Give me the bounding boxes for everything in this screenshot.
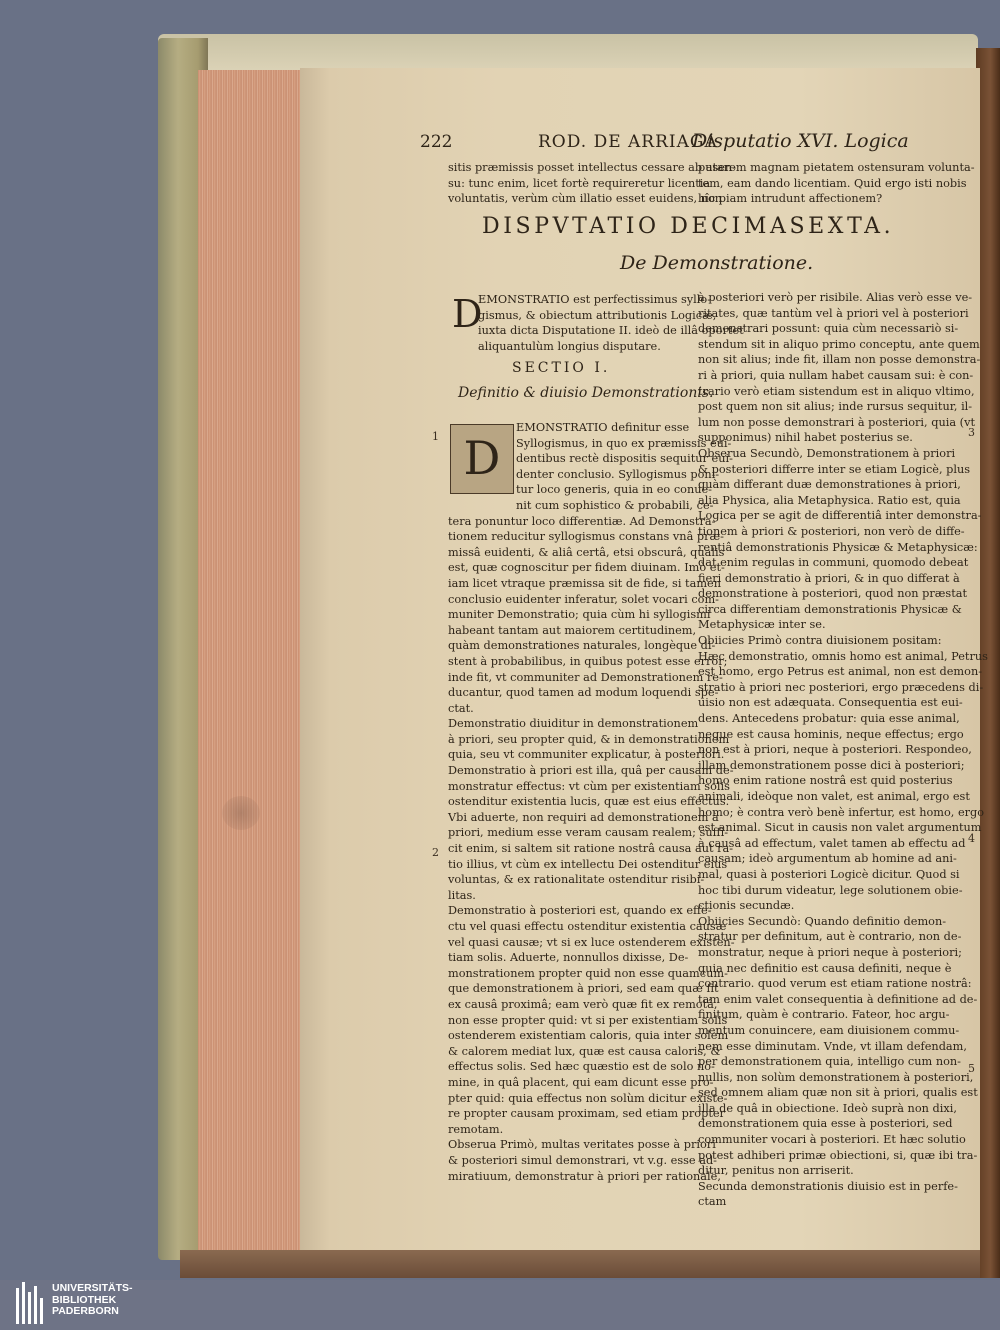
text-line: Metaphysicæ inter se. [698,618,826,632]
text-line: à causâ ad effectum, valet tamen ab effectu ad [698,836,966,850]
page-block-edge [198,70,308,1250]
text-line: ducantur, quod tamen ad modum loquendi spe- [448,686,719,700]
text-line: stent à probabilibus, in quibus potest esse error; [448,654,728,668]
text-line: mal, quasi à posteriori Logicè dicitur. Quod si [698,867,960,881]
text-line: inde fit, vt communiter ad Demonstrationem re- [448,670,723,684]
text-line: post quem non sit alius; inde rursus sequitur, il- [698,400,973,414]
text-line: priori, medium esse veram causam realem; suffi- [448,826,729,840]
text-line: ctat. [448,701,474,715]
text-line: contrario. quod verum est etiam ratione nostrâ: [698,977,972,991]
text-line: rentiâ demonstrationis Physicæ & Metaphysicæ: [698,540,978,554]
text-line: ctionis secundæ. [698,899,795,913]
text-line: ri à priori, quia nullam habet causam sui: è con- [698,368,974,382]
text-line: miratiuum, demonstratur à priori per rationale, [448,1169,721,1183]
library-logo-text [52,1283,133,1318]
text-line: cit enim, si saltem sit ratione nostrâ causa aut ra- [448,842,734,856]
text-line: ostenderem existentiam caloris, quia inter solem [448,1029,729,1043]
text-line: voluntatis, verùm cùm illatio esset euidens, non [448,192,723,206]
text-line: litas. [448,888,476,902]
text-line: nit cum sophistico & probabili, ce- [516,498,714,512]
text-line: tionem à priori & posteriori, non verò de diffe- [698,524,965,538]
text-line: Syllogismus, in quo ex præmissis eui- [516,436,732,450]
text-line: demonstratione à posteriori, quod non præstat [698,587,968,601]
text-line: dat enim regulas in communi, quomodo debeat [698,556,969,570]
top-left-text [448,160,736,207]
text-line: missâ euidenti, & aliâ certâ, etsi obscurâ, qualis [448,545,725,559]
text-line: mentum conuincere, eam diuisionem commu- [698,1023,960,1037]
top-right-text [698,160,975,207]
text-line: Demonstratio diuiditur in demonstrationem [448,717,699,731]
text-line: est, quæ cognoscitur per fidem diuinam. Imò et- [448,561,725,575]
text-line: homo enim ratione nostrâ est quid posterius [698,774,953,788]
right-column [698,290,988,1210]
left-column [448,420,735,1184]
text-line: Obiicies Primò contra diuisionem positam: [698,634,942,648]
text-line: ctu vel quasi effectu ostenditur existentia causæ [448,920,727,933]
text-line: pter quid: quia effectus non solùm dicitur existe- [448,1091,728,1105]
text-line: est animal. Sicut in causis non valet argumentum [698,821,982,835]
text-line: mine, in quâ placent, qui eam dicunt esse pro- [448,1075,714,1089]
text-line: Vbi aduerte, non requiri ad demonstrationem à [448,810,719,824]
text-line: Demonstratio à priori est illa, quâ per causam de- [448,764,734,778]
text-line: Obiicies Secundò: Quando definitio demon- [698,914,947,928]
running-title: Disputatio XVI. Logica [692,130,909,152]
margin-number: 3 [968,426,975,439]
text-line: alia Physica, alia Metaphysica. Ratio est, quia [698,493,961,507]
margin-number: 5 [968,1062,975,1075]
text-line: Hæc demonstratio, omnis homo est animal, Petrus [698,649,988,663]
text-line: remotam. [448,1122,504,1136]
text-line: demonstrari possunt: quia cùm necessariò si- [698,322,959,336]
text-line: quàm demonstrationes naturales, longèque di- [448,639,716,653]
text-line: dentibus rectè dispositis sequitur eui- [516,452,733,466]
text-line: ritates, quæ tantùm vel à priori vel à posteriori [698,306,969,320]
text-line: tiam solis. Aduerte, nonnullos dixisse, De- [448,951,689,965]
text-line: monstrationem propter quid non esse quamcum- [448,966,728,980]
text-line: gismus, & obiectum attributionis Logicæ, [478,308,717,322]
text-line: vel quasi causæ; vt si ex luce ostenderem existen- [448,935,735,949]
text-line: effectus solis. Sed hæc quæstio est de solo no- [448,1060,715,1074]
text-line: illam demonstrationem posse dici à posteriori; [698,758,965,772]
text-line: Logica per se agit de differentiâ inter demonstra- [698,509,982,523]
text-line: denter conclusio. Syllogismus poni- [516,467,720,481]
text-line: per demonstrationem quia, intelligo cum non- [698,1055,961,1069]
intro-initial: D [452,292,483,336]
text-line: tionem reducitur syllogismus constans vnâ præ- [448,530,724,544]
text-line: aliquantulùm longius disputare. [478,339,661,353]
text-line: su: tunc enim, licet fortè requireretur licentia [448,176,711,190]
text-line: tera ponuntur loco differentiæ. Ad Demonstra- [448,514,716,528]
text-line: tem, eam dando licentiam. Quid ergo isti nobis [698,176,967,190]
text-line: circa differentiam demonstrationis Physicæ & [698,602,962,616]
text-line: Demonstratio à posteriori est, quando ex effe- [448,904,712,918]
text-line: causam; ideò argumentum ab homine ad ani- [698,852,957,866]
library-footer [0,1280,1000,1330]
text-line: lum non posse demonstrari à posteriori, quia (vt [698,415,975,429]
text-line: ostenditur existentia lucis, quæ est eius effectus. [448,795,730,809]
text-line: Obserua Secundò, Demonstrationem à priori [698,446,956,460]
text-line: & calorem mediat lux, quæ est causa caloris, & [448,1044,721,1058]
text-line: voluntas, & ex rationalitate ostenditur risibi- [448,873,705,887]
section-title: SECTIO I. [512,360,611,376]
text-line: non sit alius; inde fit, illam non posse demonstra- [698,353,981,367]
page-stain [222,796,260,830]
text-line: stendum sit in aliquo primo conceptu, ante quem [698,337,980,351]
text-line: quia, seu vt communiter explicatur, à posteriori. [448,748,725,762]
text-line: & posteriori simul demonstrari, vt v.g. esse ad- [448,1153,717,1167]
section-subtitle: Definitio & diuisio Demonstrationis. [458,385,714,401]
logo-line: UNIVERSITÄTS- [52,1282,133,1294]
text-line: ditur, penitus non arriserit. [698,1164,854,1178]
text-line: putarem magnam pietatem ostensuram volunta- [698,161,975,174]
text-line: supponimus) nihil habet posterius se. [698,431,913,445]
text-line: stratur per definitum, aut è contrario, non de- [698,930,962,944]
text-line: Secunda demonstrationis diuisio est in perfe- [698,1179,958,1193]
text-line: nem esse diminutam. Vnde, vt illam defendam, [698,1039,967,1053]
text-line: ctam [698,1195,727,1209]
text-line: hoc tibi durum videatur, lege solutionem obie- [698,883,963,897]
logo-line: PADERBORN [52,1305,119,1317]
margin-number: 4 [968,832,975,845]
running-author: ROD. DE ARRIAGA [538,132,718,152]
page-number: 222 [420,132,453,152]
text-line: habeant tantam aut maiorem certitudinem, [448,623,697,637]
text-line: sed omnem aliam quæ non sit à priori, qualis est [698,1086,978,1100]
text-line: non est à priori, neque à posteriori. Respondeo, [698,743,972,757]
text-line: tio illius, vt cùm ex intellectu Dei ostenditur eius [448,857,728,871]
text-line: dens. Antecedens probatur: quia esse animal, [698,712,960,726]
text-line: hîc piam intrudunt affectionem? [698,192,883,206]
text-line: animali, ideòque non valet, est animal, ergo est [698,790,970,803]
text-line: & posteriori differre inter se etiam Logicè, plus [698,462,971,476]
text-line: nullis, non solùm demonstrationem à posteriori, [698,1070,974,1084]
text-line: quia nec definitio est causa definiti, neque è [698,961,952,975]
text-line: conclusio euidenter inferatur, solet vocari com- [448,592,719,606]
text-line: iuxta dicta Disputatione II. ideò de illâ oportet [478,324,744,338]
text-line: stratio à priori nec posteriori, ergo præcedens di- [698,680,984,694]
text-line: monstratur, neque à priori neque à posteriori; [698,945,962,959]
logo-line: BIBLIOTHEK [52,1293,117,1306]
margin-number: 1 [432,430,439,443]
text-line: homo; è contra verò benè infertur, est homo, ergo [698,805,985,819]
text-line: est homo, ergo Petrus est animal, non est demon- [698,665,983,679]
text-line: re propter causam proximam, sed etiam propter [448,1107,725,1121]
text-line: muniter Demonstratio; quia cùm hi syllogismi [448,608,711,622]
text-line: ex causâ proximâ; eam verò quæ fit ex remotâ, [448,997,718,1011]
library-logo-icon [16,1282,46,1324]
text-line: EMONSTRATIO est perfectissimus syllo- [478,293,712,306]
text-line: tur loco generis, quia in eo conue- [516,483,712,497]
disputation-subtitle: De Demonstratione. [620,252,814,274]
text-line: monstratur effectus: vt cùm per existentiam solis [448,779,730,793]
text-line: finitum, quàm è contrario. Fateor, hoc argu- [698,1008,950,1022]
decorated-initial: D [450,424,514,494]
margin-number: 2 [432,846,439,859]
text-line: à priori, seu propter quid, & in demonstrationem [448,732,730,746]
text-line: demonstrationem quia esse à posteriori, sed [698,1117,953,1131]
text-line: non esse propter quid: vt si per existentiam solis [448,1013,728,1027]
book-bottom-edge [180,1250,980,1278]
text-line: neque est causa hominis, neque effectus; ergo [698,727,964,741]
text-line: iam licet vtraque præmissa sit de fide, si tamen [448,576,721,590]
text-line: que demonstrationem à priori, sed eam quæ fit [448,982,719,996]
text-line: Obserua Primò, multas veritates posse à priori [448,1138,716,1152]
text-line: à posteriori verò per risibile. Alias verò esse ve- [698,291,973,304]
disputation-title: DISPVTATIO DECIMASEXTA. [482,214,895,239]
text-line: trario verò etiam sistendum est in aliquo vltimo, [698,384,975,398]
text-line: quàm differant duæ demonstrationes à priori, [698,478,961,492]
text-line: tam enim valet consequentia à definitione ad de- [698,992,978,1006]
text-line: illa de quâ in obiectione. Ideò suprà non dixi, [698,1101,957,1115]
text-line: communiter vocari à posteriori. Et hæc solutio [698,1133,966,1147]
text-line: uisio non est adæquata. Consequentia est eui- [698,696,963,710]
text-line: sitis præmissis posset intellectus cessare ab asen- [448,161,737,174]
text-line: fieri demonstratio à priori, & in quo differat à [698,571,960,585]
text-line: potest adhiberi primæ obiectioni, si, quæ ibi tra- [698,1148,978,1162]
text-line: EMONSTRATIO definitur esse [516,421,690,434]
